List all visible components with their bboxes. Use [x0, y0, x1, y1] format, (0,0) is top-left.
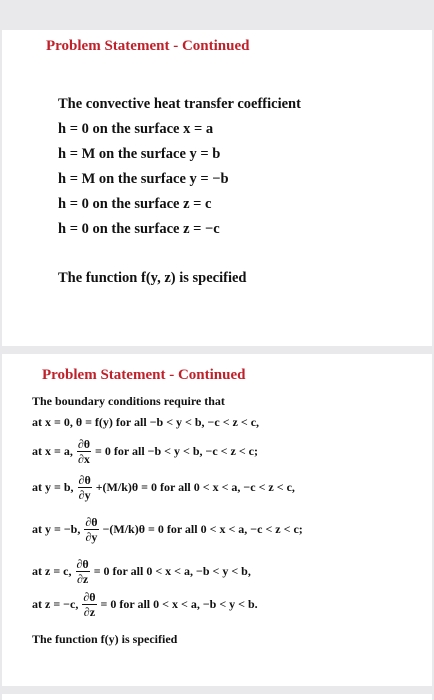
bc-5-suffix: = 0 for all 0 < x < a, −b < y < b, — [93, 564, 251, 578]
bc-2-derivative: $\frac{\partial\theta}{\partial x}$ — [77, 437, 91, 466]
bc-6-derivative: $\frac{\partial\theta}{\partial z}$ — [83, 590, 96, 619]
slide-1-line-4: h = M on the surface y = −b — [58, 171, 229, 187]
boundary-condition-5 — [32, 558, 251, 585]
slide-1-line-3: h = M on the surface y = b — [58, 146, 221, 162]
slide-1-line-2: h = 0 on the surface x = a — [58, 121, 214, 137]
bc-5-prefix: at z = c, — [32, 564, 72, 578]
bc-4-derivative: $\frac{\partial\theta}{\partial y}$ — [85, 515, 98, 544]
bc-4-prefix: at y = −b, — [32, 522, 81, 536]
slide-3-partial — [2, 694, 432, 700]
slide-1-line-7: The function f(y, z) is specified — [58, 270, 247, 286]
boundary-condition-4 — [32, 516, 303, 543]
boundary-condition-6 — [32, 591, 258, 618]
bc-3-prefix: at y = b, — [32, 480, 74, 494]
boundary-condition-3 — [32, 474, 295, 501]
bc-5-derivative: $\frac{\partial\theta}{\partial z}$ — [76, 557, 89, 586]
bc-4-suffix: −(M/k)θ = 0 for all 0 < x < a, −c < z < c; — [102, 522, 303, 536]
bc-3-derivative: $\frac{\partial\theta}{\partial y}$ — [78, 473, 91, 502]
bc-2-prefix: at x = a, — [32, 444, 73, 458]
bc-2-suffix: = 0 for all −b < y < b, −c < z < c; — [95, 444, 259, 458]
boundary-condition-1: at x = 0, θ = f(y) for all −b < y < b, −c < z < c, — [32, 415, 260, 429]
slide-2 — [2, 354, 432, 686]
slide-2-intro: The boundary conditions require that — [32, 394, 225, 408]
bc-6-prefix: at z = −c, — [32, 597, 79, 611]
slide-1-title: Problem Statement - Continued — [46, 38, 250, 54]
boundary-condition-2 — [32, 438, 258, 465]
slide-1-line-1: The convective heat transfer coefficient — [58, 96, 301, 112]
bc-6-suffix: = 0 for all 0 < x < a, −b < y < b. — [100, 597, 258, 611]
slide-1-line-6: h = 0 on the surface z = −c — [58, 221, 220, 237]
slide-1 — [2, 30, 432, 346]
slide-1-line-5: h = 0 on the surface z = c — [58, 196, 212, 212]
slide-2-title: Problem Statement - Continued — [42, 367, 246, 383]
slide-2-closing: The function f(y) is specified — [32, 632, 178, 646]
bc-3-suffix: +(M/k)θ = 0 for all 0 < x < a, −c < z < c, — [95, 480, 295, 494]
